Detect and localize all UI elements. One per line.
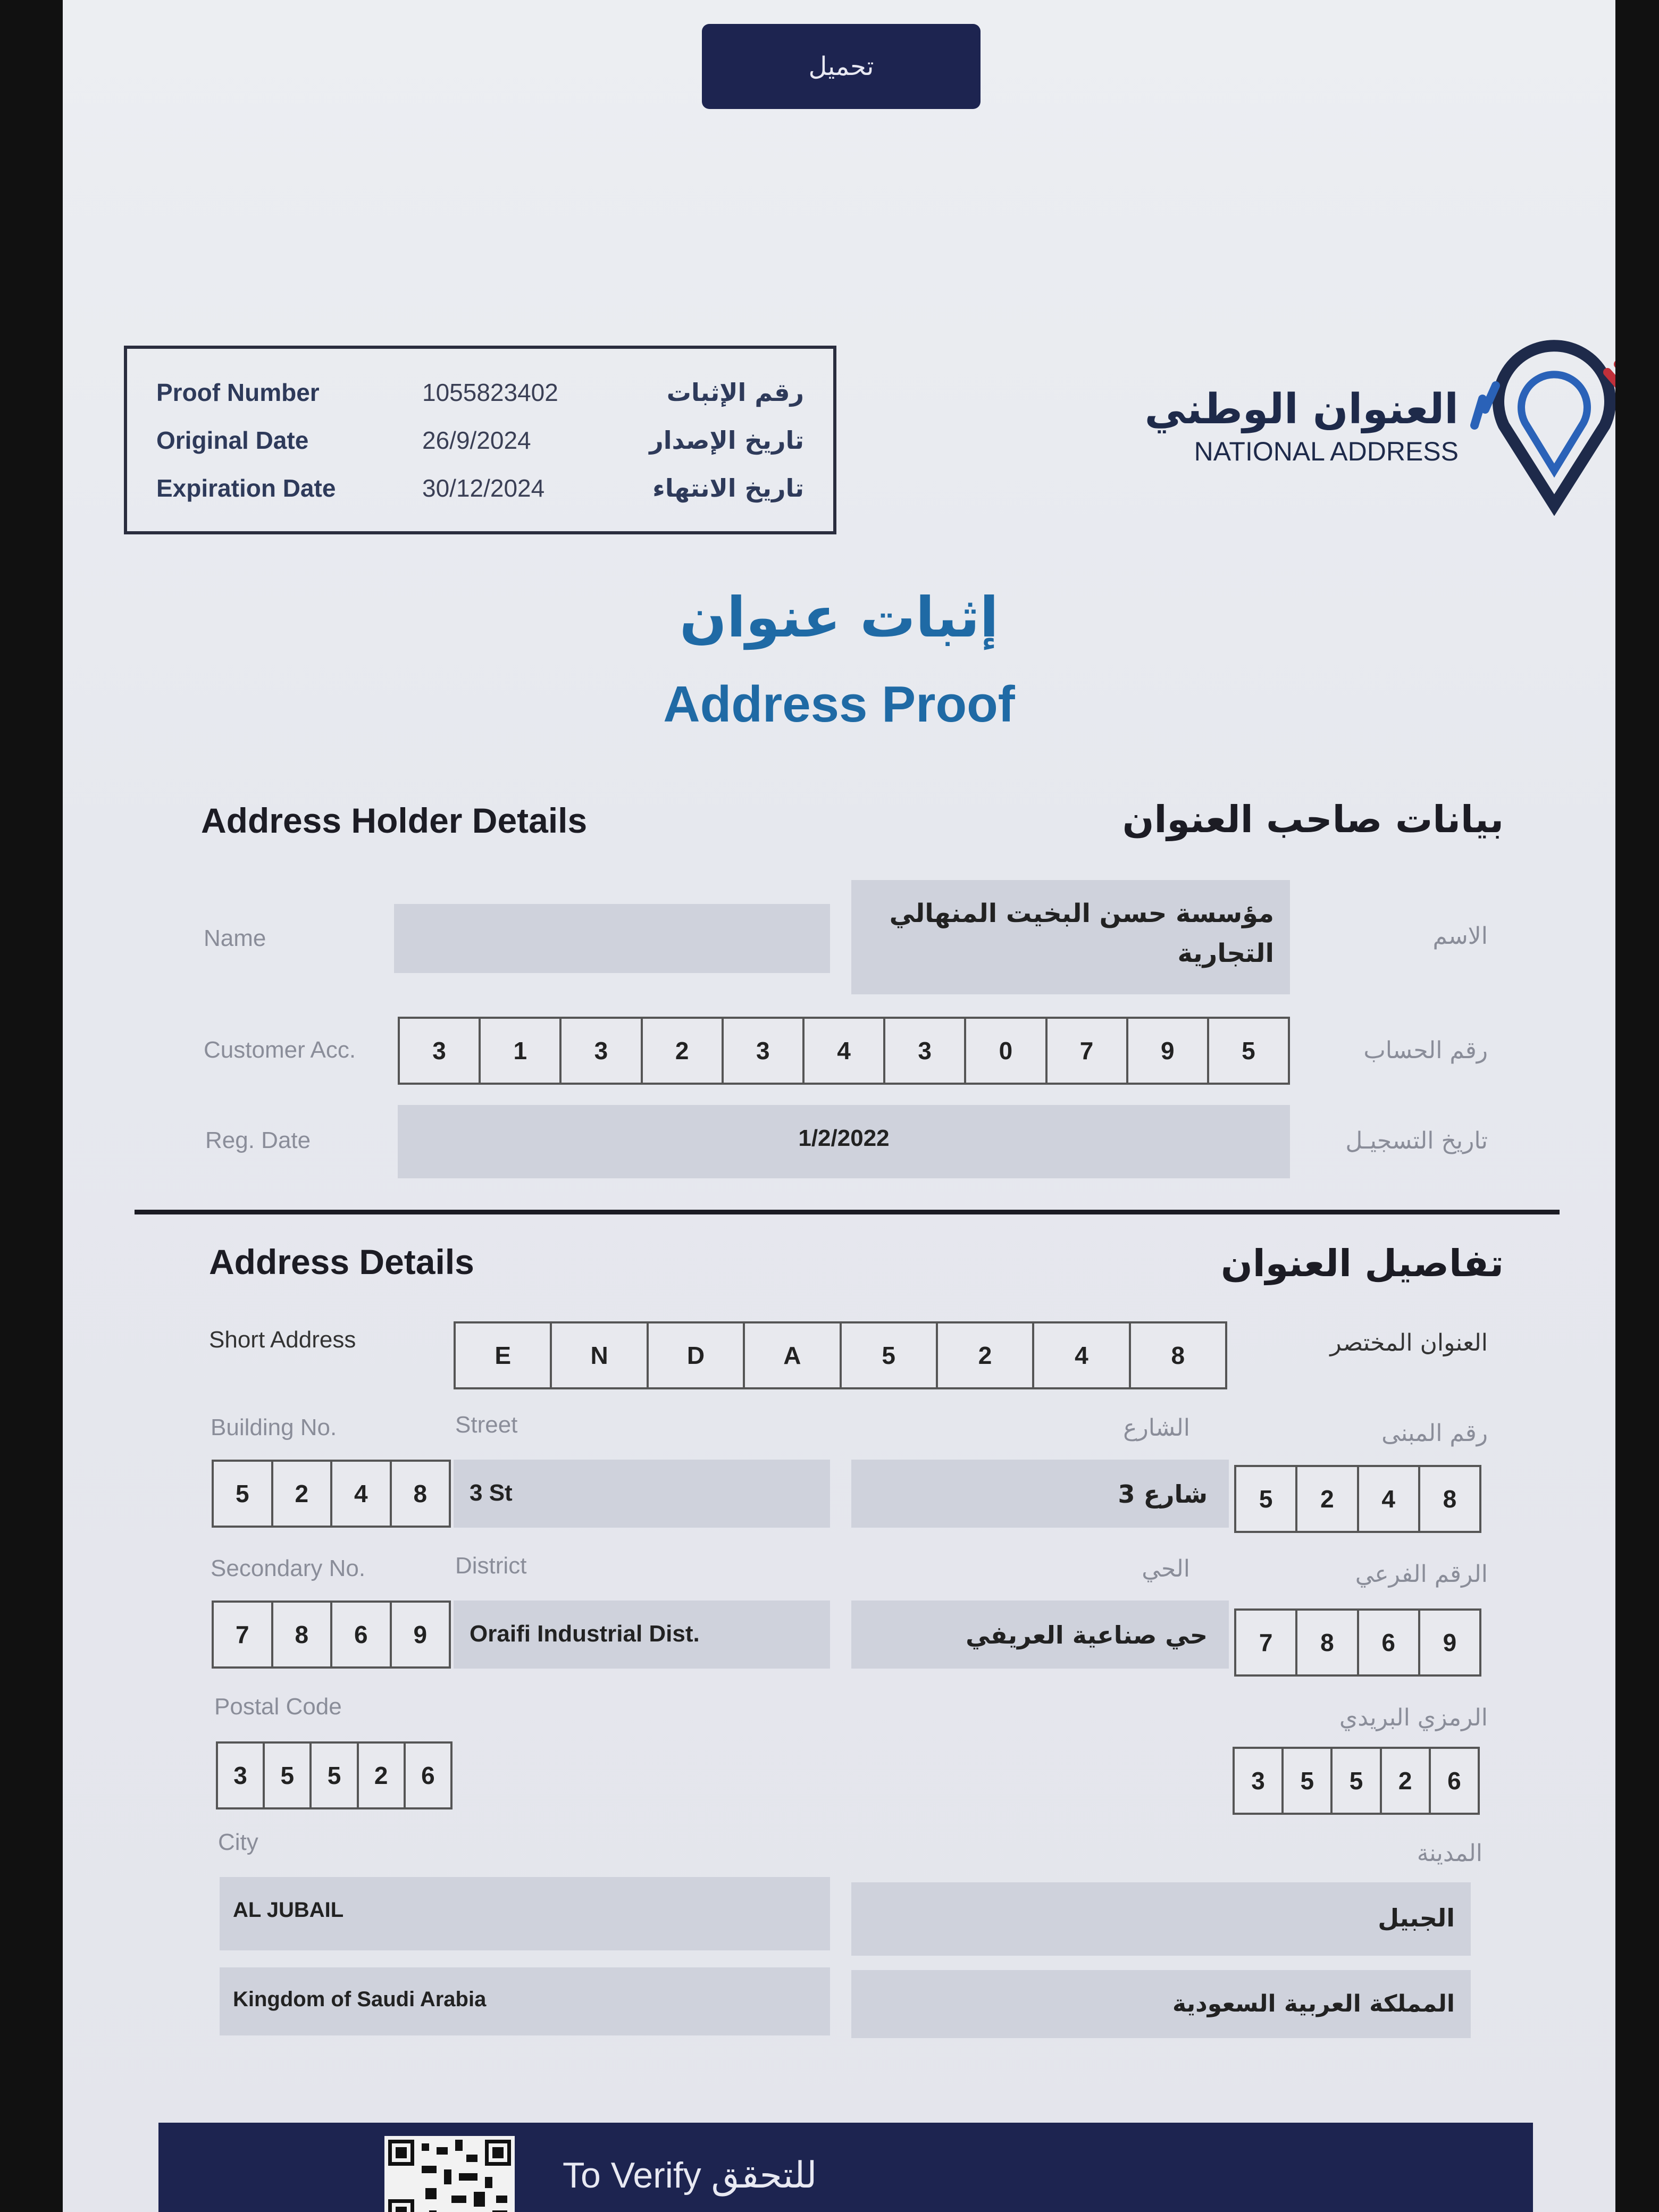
account-digit-box: 3	[883, 1019, 964, 1083]
city-ar-field	[851, 1882, 1471, 1956]
secondary-digit-box-ar: 7	[1259, 1629, 1273, 1656]
short-address-chars	[454, 1321, 1227, 1389]
postal-digit-box: 6	[404, 1744, 450, 1807]
document-screen	[63, 0, 1615, 2212]
street-label-ar: الشارع	[1123, 1414, 1190, 1442]
verify-label[interactable]: To Verify للتحقق	[563, 2155, 817, 2196]
name-ar-field	[851, 880, 1290, 994]
secondary-digit-box: 6	[330, 1603, 390, 1666]
original-date-label: Original Date	[156, 426, 309, 454]
secondary-digit-box-ar: 6	[1357, 1611, 1418, 1674]
account-digit-box: 3	[559, 1019, 640, 1083]
account-digit-box: 1	[479, 1019, 559, 1083]
page-title-ar: إثبات عنوان	[679, 585, 999, 650]
original-date-label-ar: تاريخ الإصدار	[649, 426, 804, 455]
street-en-value: 3 St	[470, 1480, 513, 1506]
city-ar-value: الجبيل	[1378, 1904, 1455, 1932]
account-digit-box: 5	[1207, 1019, 1288, 1083]
short-address-char-box: 4	[1032, 1323, 1128, 1387]
original-date-value: 26/9/2024	[422, 426, 531, 454]
secondary-no-digits	[212, 1601, 451, 1669]
secondary-digit-box-ar: 9	[1418, 1611, 1479, 1674]
building-digit-box-ar: 2	[1295, 1467, 1356, 1531]
account-digit-box: 4	[802, 1019, 883, 1083]
account-digit-box: 0	[964, 1019, 1045, 1083]
short-address-char-box: 8	[1129, 1323, 1225, 1387]
postal-code-digits	[216, 1741, 453, 1809]
building-no-label-ar: رقم المبنى	[1381, 1420, 1488, 1447]
national-address-logo	[1078, 335, 1615, 516]
expiration-date-row	[127, 474, 833, 522]
name-en-field	[394, 904, 830, 973]
holder-section-title-ar: بيانات صاحب العنوان	[1122, 798, 1504, 841]
postal-digit-box: 5	[263, 1744, 309, 1807]
short-address-char-box: N	[550, 1323, 646, 1387]
section-divider	[135, 1210, 1560, 1214]
name-ar-line2: التجارية	[1177, 939, 1274, 968]
holder-section-title: Address Holder Details	[201, 801, 588, 840]
district-en-value: Oraifi Industrial Dist.	[470, 1621, 700, 1647]
proof-number-row	[127, 378, 833, 426]
building-digit-box: 4	[330, 1462, 390, 1526]
expiration-date-label-ar: تاريخ الانتهاء	[652, 474, 804, 502]
district-ar-field	[851, 1601, 1229, 1669]
district-label: District	[455, 1553, 527, 1579]
expiration-date-label: Expiration Date	[156, 474, 336, 502]
customer-account-digits	[398, 1017, 1290, 1085]
download-button[interactable]: تحميل	[702, 24, 981, 109]
reg-date-value: 1/2/2022	[798, 1125, 890, 1151]
secondary-no-label: Secondary No.	[211, 1555, 366, 1581]
account-digit-box: 9	[1126, 1019, 1207, 1083]
secondary-digit-box-ar: 8	[1295, 1611, 1356, 1674]
secondary-digit-box: 8	[271, 1603, 331, 1666]
proof-number-label: Proof Number	[156, 379, 320, 406]
building-no-digits-ar	[1234, 1465, 1481, 1533]
reg-date-label-ar: تاريخ التسجيـل	[1345, 1127, 1488, 1154]
logo-text-en: NATIONAL ADDRESS	[1194, 437, 1459, 466]
building-no-label: Building No.	[211, 1414, 337, 1440]
postal-digit-box: 2	[357, 1744, 404, 1807]
expiration-date-value: 30/12/2024	[422, 474, 545, 502]
short-address-char-box: A	[743, 1323, 839, 1387]
name-ar-line1: مؤسسة حسن البخيت المنهالي	[889, 899, 1274, 928]
reg-date-field	[398, 1105, 1290, 1178]
postal-digit-box: 3	[233, 1762, 247, 1789]
postal-code-label-ar: الرمزي البريدي	[1339, 1704, 1488, 1731]
short-address-char-box: D	[647, 1323, 743, 1387]
location-pin-icon	[1467, 335, 1615, 516]
postal-code-digits-ar	[1233, 1747, 1480, 1815]
secondary-digit-box: 9	[390, 1603, 449, 1666]
account-digit-box: 3	[432, 1037, 446, 1065]
account-digit-box: 2	[641, 1019, 722, 1083]
account-digit-box: 3	[722, 1019, 802, 1083]
building-digit-box-ar: 5	[1259, 1485, 1273, 1513]
city-label: City	[218, 1829, 258, 1855]
building-digit-box: 5	[235, 1480, 249, 1507]
secondary-no-digits-ar	[1234, 1608, 1481, 1677]
logo-text-ar: العنوان الوطني	[1144, 386, 1459, 433]
district-en-field	[454, 1601, 830, 1669]
short-address-char-box: 5	[840, 1323, 936, 1387]
building-digit-box: 2	[271, 1462, 331, 1526]
name-label: Name	[204, 925, 266, 951]
building-digit-box: 8	[390, 1462, 449, 1526]
original-date-row	[127, 426, 833, 474]
postal-digit-box: 5	[309, 1744, 356, 1807]
building-digit-box-ar: 8	[1418, 1467, 1479, 1531]
street-ar-value: شارع 3	[1118, 1480, 1208, 1509]
city-label-ar: المدينة	[1417, 1840, 1482, 1867]
account-digit-box: 7	[1045, 1019, 1126, 1083]
customer-account-label: Customer Acc.	[204, 1037, 356, 1063]
district-label-ar: الحي	[1142, 1555, 1190, 1582]
name-label-ar: الاسم	[1432, 923, 1488, 950]
country-ar-field	[851, 1970, 1471, 2038]
postal-digit-box-ar: 6	[1429, 1749, 1478, 1813]
proof-number-value: 1055823402	[422, 379, 558, 406]
street-label: Street	[455, 1412, 518, 1438]
street-ar-field	[851, 1460, 1229, 1528]
qr-code-icon[interactable]	[384, 2136, 515, 2212]
city-en-value: AL JUBAIL	[233, 1898, 344, 1922]
secondary-no-label-ar: الرقم الفرعي	[1355, 1561, 1488, 1588]
address-section-title: Address Details	[209, 1242, 474, 1281]
postal-digit-box-ar: 5	[1281, 1749, 1330, 1813]
page-title-en: Address Proof	[663, 676, 1015, 733]
short-address-char-box: 2	[936, 1323, 1032, 1387]
district-ar-value: حي صناعية العريفي	[966, 1621, 1208, 1649]
secondary-digit-box: 7	[235, 1621, 249, 1648]
postal-digit-box-ar: 2	[1380, 1749, 1429, 1813]
country-ar-value: المملكة العربية السعودية	[1172, 1990, 1455, 2017]
verify-footer	[158, 2123, 1533, 2212]
building-no-digits	[212, 1460, 451, 1528]
short-address-char-box: E	[495, 1342, 512, 1369]
address-section-title-ar: تفاصيل العنوان	[1220, 1242, 1504, 1285]
reg-date-label: Reg. Date	[205, 1127, 311, 1153]
country-en-value: Kingdom of Saudi Arabia	[233, 1988, 487, 2011]
country-en-field	[220, 1967, 830, 2035]
building-digit-box-ar: 4	[1357, 1467, 1418, 1531]
customer-account-label-ar: رقم الحساب	[1363, 1037, 1488, 1064]
postal-digit-box-ar: 3	[1251, 1767, 1265, 1795]
street-en-field	[454, 1460, 830, 1528]
city-en-field	[220, 1877, 830, 1950]
postal-code-label: Postal Code	[214, 1694, 342, 1720]
short-address-label: Short Address	[209, 1327, 356, 1353]
proof-info-box	[124, 346, 836, 534]
postal-digit-box-ar: 5	[1330, 1749, 1379, 1813]
proof-number-label-ar: رقم الإثبات	[666, 378, 804, 407]
short-address-label-ar: العنوان المختصر	[1330, 1329, 1488, 1356]
